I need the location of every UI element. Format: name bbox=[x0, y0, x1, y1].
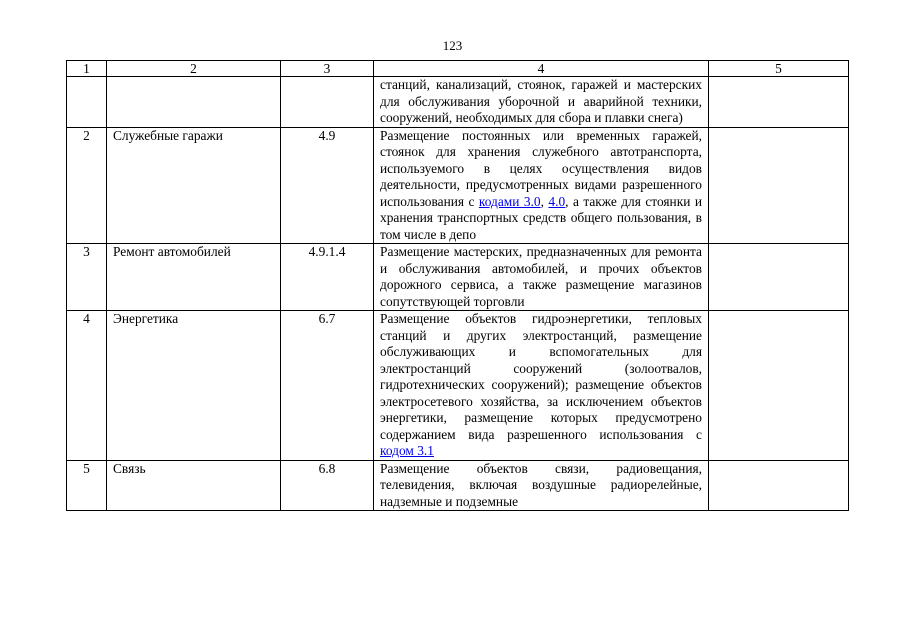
description-text: , bbox=[540, 193, 549, 209]
description-text: станций, канализаций, стоянок, гаражей и мастерских для обслуживания уборочной и аварийной техники, сооружений, необходимых для сбора и плавки снега) bbox=[380, 77, 702, 125]
table-header-row bbox=[67, 61, 849, 77]
use-type-name: Связь bbox=[107, 460, 281, 511]
notes-cell bbox=[709, 311, 849, 461]
description-text: Размещение постоянных или временных гаражей, стоянок для хранения служебного автотранспорта, используемого в целях осуществления видов деятельности, предусмотренных видами разрешенного использования с bbox=[380, 127, 702, 209]
use-type-name: Энергетика bbox=[107, 311, 281, 461]
notes-cell bbox=[709, 127, 849, 244]
table-row bbox=[67, 311, 849, 461]
use-type-name bbox=[107, 77, 281, 128]
link-code-4-0[interactable]: 4.0 bbox=[548, 193, 566, 209]
link-code-3-0[interactable]: кодами 3.0 bbox=[478, 193, 541, 209]
use-type-description bbox=[374, 460, 709, 511]
row-number bbox=[67, 77, 107, 128]
header-cell-2: 2 bbox=[107, 61, 281, 77]
use-type-code: 4.9 bbox=[281, 127, 374, 244]
use-type-description bbox=[374, 244, 709, 311]
description-text: Размещение объектов гидроэнергетики, тепловых станций и других электростанций, размещение обслуживающих и вспомогательных для электростанций сооружений (золоотвалов, гидротехнических сооружений); размещение объектов электросетевого хозяйства, за исключением объектов энергетики, размещение которых предусмотрено содержанием вида разрешенного использования с bbox=[380, 311, 702, 442]
use-type-code: 6.7 bbox=[281, 311, 374, 461]
header-cell-4: 4 bbox=[374, 61, 709, 77]
header-cell-5: 5 bbox=[709, 61, 849, 77]
notes-cell bbox=[709, 244, 849, 311]
notes-cell bbox=[709, 460, 849, 511]
page-number: 123 bbox=[442, 38, 463, 53]
description-text: Размещение объектов связи, радиовещания, телевидения, включая воздушные радиорелейные, надземные и подземные bbox=[380, 460, 702, 509]
use-type-code: 6.8 bbox=[281, 460, 374, 511]
header-cell-3: 3 bbox=[281, 61, 374, 77]
link-code-3-1[interactable]: кодом 3.1 bbox=[380, 443, 434, 458]
notes-cell bbox=[709, 77, 849, 128]
table-row bbox=[67, 460, 849, 511]
use-type-name: Служебные гаражи bbox=[107, 127, 281, 244]
row-number: 5 bbox=[67, 460, 107, 511]
row-number: 3 bbox=[67, 244, 107, 311]
use-type-description bbox=[374, 311, 709, 461]
use-type-description bbox=[374, 127, 709, 244]
row-number: 4 bbox=[67, 311, 107, 461]
land-use-table bbox=[66, 60, 849, 511]
use-type-code bbox=[281, 77, 374, 128]
table-row bbox=[67, 244, 849, 311]
use-type-code: 4.9.1.4 bbox=[281, 244, 374, 311]
description-text: , а также для стоянки и хранения транспортных средств общего пользования, в том числе в депо bbox=[380, 193, 702, 242]
use-type-name: Ремонт автомобилей bbox=[107, 244, 281, 311]
table-row bbox=[67, 127, 849, 244]
row-number: 2 bbox=[67, 127, 107, 244]
header-cell-1: 1 bbox=[67, 61, 107, 77]
use-type-description bbox=[374, 77, 709, 128]
description-text: Размещение мастерских, предназначенных для ремонта и обслуживания автомобилей, и прочих объектов дорожного сервиса, а также размещение магазинов сопутствующей торговли bbox=[380, 244, 702, 309]
table-row bbox=[67, 77, 849, 128]
